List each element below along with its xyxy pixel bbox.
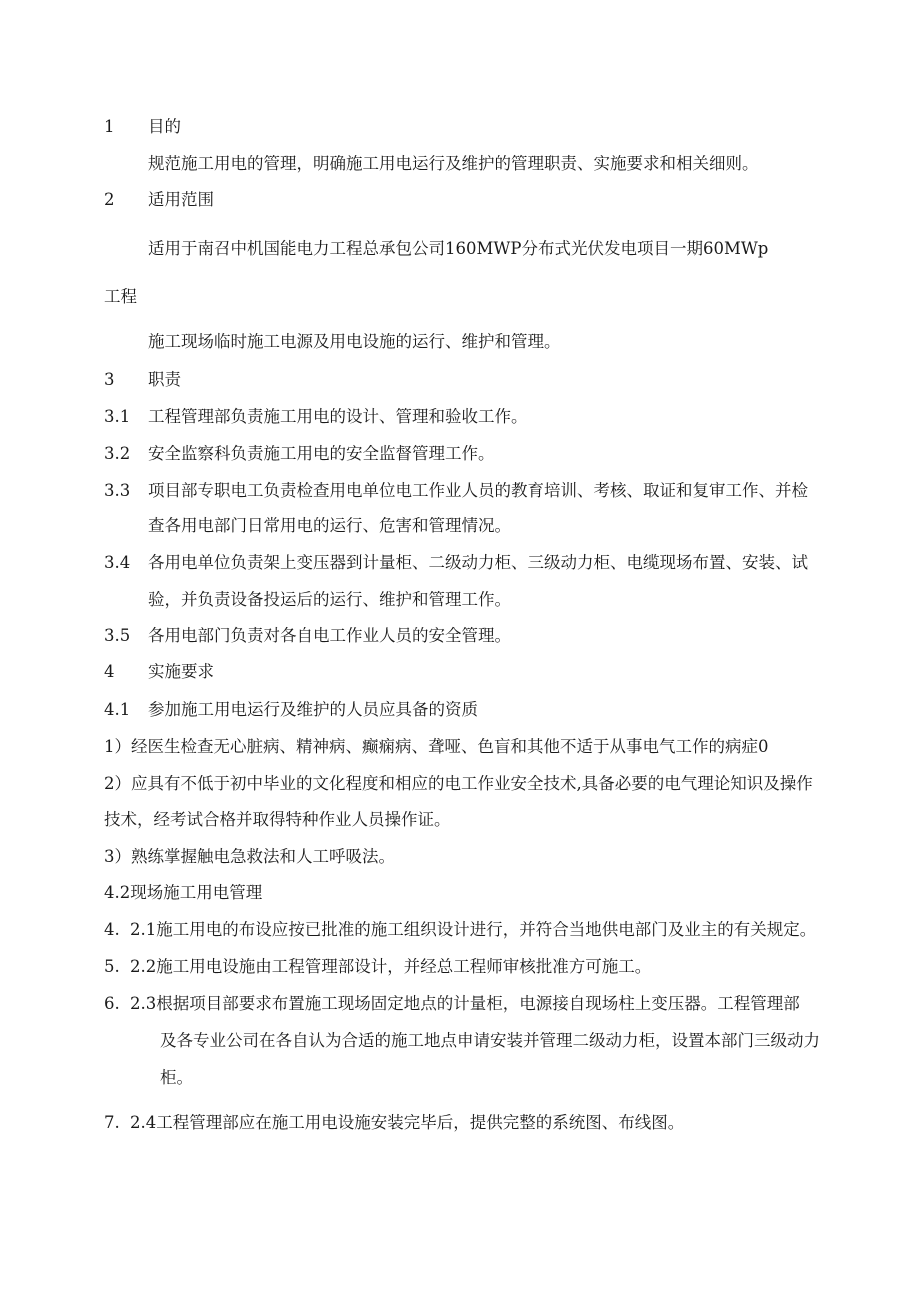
item-3-3-number: 3.3 [104,481,131,500]
item-4-2-2-text: 2.2施工用电设施由工程管理部设计，并经总工程师审核批准方可施工。 [130,957,652,976]
item-4-2-3-text: 2.3根据项目部要求布置施工现场固定地点的计量柜，电源接自现场柱上变压器。工程管理部 [130,994,800,1013]
section-3-title: 职责 [148,370,181,389]
item-3-3-text-cont: 查各用电部门日常用电的运行、危害和管理情况。 [148,516,511,535]
item-3-3-text: 项目部专职电工负责检查用电单位电工作业人员的教育培训、考核、取证和复审工作、并检 [148,481,808,500]
item-3-2-number: 3.2 [104,444,131,463]
item-3-2-text: 安全监察科负责施工用电的安全监督管理工作。 [148,444,495,463]
section-1-body: 规范施工用电的管理，明确施工用电运行及维护的管理职责、实施要求和相关细则。 [148,154,759,173]
item-3-5-text: 各用电部门负责对各自电工作业人员的安全管理。 [148,626,511,645]
item-3-4-number: 3.4 [104,553,131,572]
item-4-2-2-number: 5. [104,957,120,976]
section-3-number: 3 [104,370,115,389]
item-4-2-3-number: 6. [104,994,120,1013]
item-3-5-number: 3.5 [104,626,131,645]
qualification-item-1: 1）经医生检查无心脏病、精神病、癫痫病、聋哑、色盲和其他不适于从事电气工作的病症0 [104,737,769,756]
section-2-title: 适用范围 [148,190,214,209]
item-4-2-4-text: 2.4工程管理部应在施工用电设施安装完毕后，提供完整的系统图、布线图。 [130,1113,685,1132]
item-4-2-1-text: 2.1施工用电的布设应按已批准的施工组织设计进行，并符合当地供电部门及业主的有关规定。 [130,920,817,939]
item-4-2-3-text-cont-2: 柜。 [160,1068,193,1087]
qualification-item-2: 2）应具有不低于初中毕业的文化程度和相应的电工作业安全技术,具备必要的电气理论知识及操作 [104,774,813,793]
section-2-body-line-2: 施工现场临时施工电源及用电设施的运行、维护和管理。 [148,332,561,351]
section-2-number: 2 [104,190,115,209]
section-4-title: 实施要求 [148,662,214,681]
item-3-4-text: 各用电单位负责架上变压器到计量柜、二级动力柜、三级动力柜、电缆现场布置、安装、试 [148,553,808,572]
section-4-1-number: 4.1 [104,700,131,719]
section-1-title: 目的 [148,117,181,136]
section-4-number: 4 [104,662,115,681]
item-3-1-number: 3.1 [104,407,131,426]
item-3-4-text-cont: 验，并负责设备投运后的运行、维护和管理工作。 [148,590,511,609]
section-4-2-title: 4.2现场施工用电管理 [104,883,263,902]
section-2-body-line-1-wrap: 工程 [104,287,137,306]
section-4-1-title: 参加施工用电运行及维护的人员应具备的资质 [148,700,478,719]
item-4-2-3-text-cont-1: 及各专业公司在各自认为合适的施工地点申请安装并管理二级动力柜，设置本部门三级动力 [160,1031,820,1050]
item-4-2-4-number: 7. [104,1113,120,1132]
qualification-item-3: 3）熟练掌握触电急救法和人工呼吸法。 [104,847,395,866]
section-1-number: 1 [104,117,115,136]
section-2-body-line-1: 适用于南召中机国能电力工程总承包公司160MWP分布式光伏发电项目一期60MWp [148,239,769,258]
item-3-1-text: 工程管理部负责施工用电的设计、管理和验收工作。 [148,407,528,426]
qualification-item-2-cont: 技术，经考试合格并取得特种作业人员操作证。 [104,810,451,829]
item-4-2-1-number: 4. [104,920,120,939]
